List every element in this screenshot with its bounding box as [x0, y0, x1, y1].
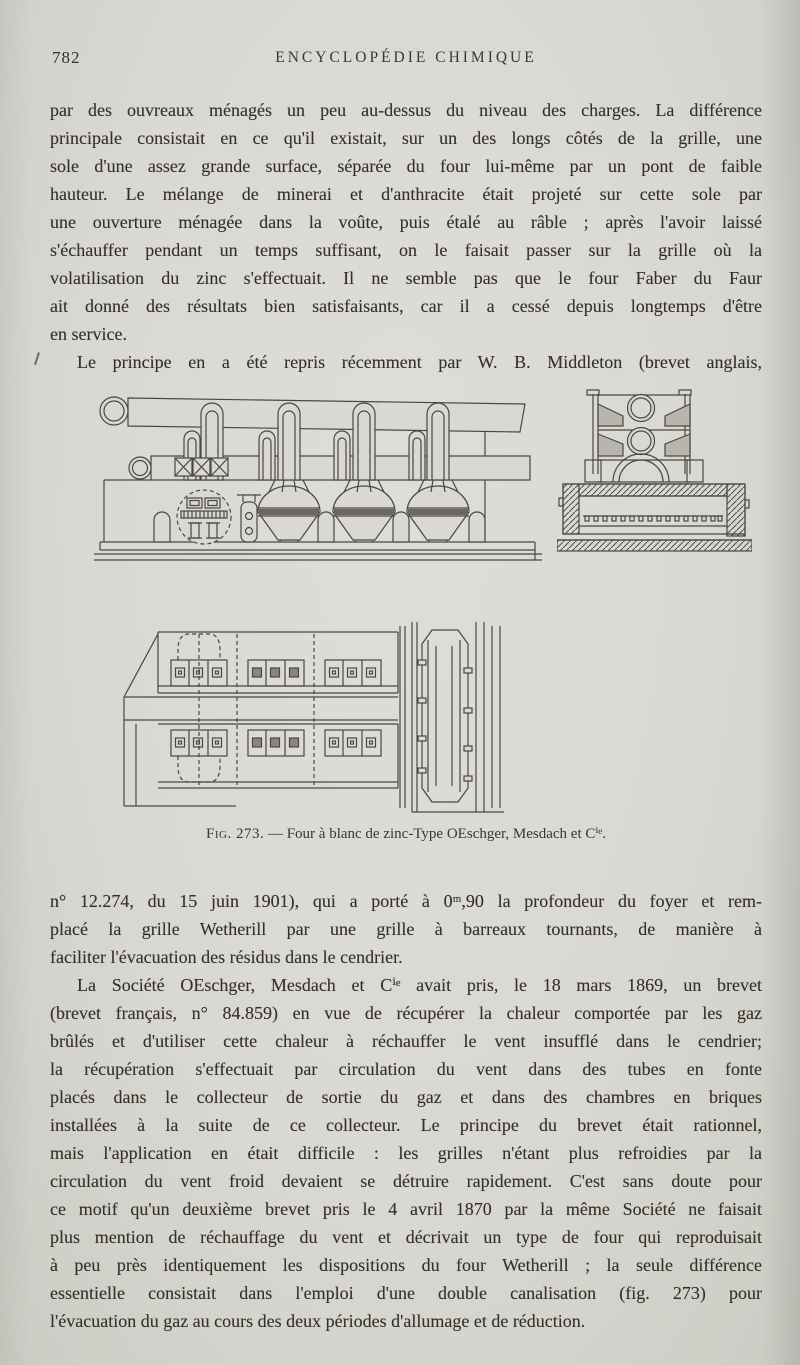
text-line: installées à la suite de ce collecteur. Le principe du brevet était rationnel, [50, 1115, 762, 1135]
text-line: à peu près identiquement les dispositions du four Wetherill ; la seule différence [50, 1255, 762, 1275]
text-line: ait donné des résultats bien satisfaisants, car il a cessé depuis longtemps d'être [50, 296, 762, 316]
text-line: faciliter l'évacuation des résidus dans le cendrier. [50, 947, 403, 967]
text-line: en service. [50, 324, 127, 344]
text-line: sole d'une assez grande surface, séparée du four lui-même par un pont de faible [50, 156, 762, 176]
figure-longitudinal-section-drawing [92, 384, 547, 576]
text-line: l'évacuation du gaz au cours des deux périodes d'allumage et de réduction. [50, 1311, 586, 1331]
text-line: Le principe en a été repris récemment par W. B. Middleton (brevet anglais, [77, 352, 762, 372]
text-line: la récupération s'effectuait par circulation du vent dans des tubes en fonte [50, 1059, 762, 1079]
text-line: ce motif qu'un deuxième brevet pris le 4 avril 1870 par la même Société ne faisait [50, 1199, 762, 1219]
paragraph-block-top [50, 96, 762, 376]
figure-cross-section-drawing [557, 386, 752, 554]
text-line: placé la grille Wetherill par une grille à barreaux tournants, de manière à [50, 919, 762, 939]
figure-plan-view-drawing [116, 620, 506, 814]
figure-caption [50, 824, 762, 843]
figure-273 [50, 384, 762, 843]
figure-caption-label: Fig. 273. [206, 826, 265, 842]
page-header [50, 46, 762, 70]
text-line: essentielle consistait dans l'emploi d'une double canalisation (fig. 273) pour [50, 1283, 762, 1303]
text-line: (brevet français, n° 84.859) en vue de récupérer la chaleur comportée par les gaz [50, 1003, 762, 1023]
text-line: mais l'application en était difficile : les grilles n'étant plus refroidies par la [50, 1143, 762, 1163]
figure-caption-text: — Four à blanc de zinc-Type OEschger, Mesdach et Cⁱᵉ. [267, 826, 606, 842]
text-line: une ouverture ménagée dans la voûte, puis étalé au râble ; après l'avoir laissé [50, 212, 762, 232]
text-line: brûlés et d'utiliser cette chaleur à réchauffer le vent insufflé dans le cendrier; [50, 1031, 762, 1051]
figure-top-row [50, 384, 762, 576]
running-title: ENCYCLOPÉDIE CHIMIQUE [275, 49, 537, 66]
text-line: hauteur. Le mélange de minerai et d'anthracite était projeté sur cette sole par [50, 184, 762, 204]
text-line: s'échauffer pendant un temps suffisant, on le faisait passer sur la grille où la [50, 240, 762, 260]
scan-stray-mark [34, 352, 39, 365]
text-line: par des ouvreaux ménagés un peu au-dessus du niveau des charges. La différence [50, 100, 762, 120]
text-line: La Société OEschger, Mesdach et Cⁱᵉ avait pris, le 18 mars 1869, un brevet [77, 975, 762, 995]
text-line: volatilisation du zinc s'effectuait. Il ne semble pas que le four Faber du Faur [50, 268, 762, 288]
paragraph-block-bottom [50, 887, 762, 1335]
text-line: plus mention de réchauffage du vent et décrivait un type de four qui reproduisait [50, 1227, 762, 1247]
page-number: 782 [52, 48, 81, 67]
text-line: placés dans le collecteur de sortie du gaz et dans des chambres en briques [50, 1087, 762, 1107]
text-line: n° 12.274, du 15 juin 1901), qui a porté à 0ᵐ,90 la profondeur du foyer et rem- [50, 891, 762, 911]
text-line: circulation du vent froid devaient se détruire rapidement. C'est sans doute pour [50, 1171, 762, 1191]
text-line: principale consistait en ce qu'il existait, sur un des longs côtés de la grille, une [50, 128, 762, 148]
